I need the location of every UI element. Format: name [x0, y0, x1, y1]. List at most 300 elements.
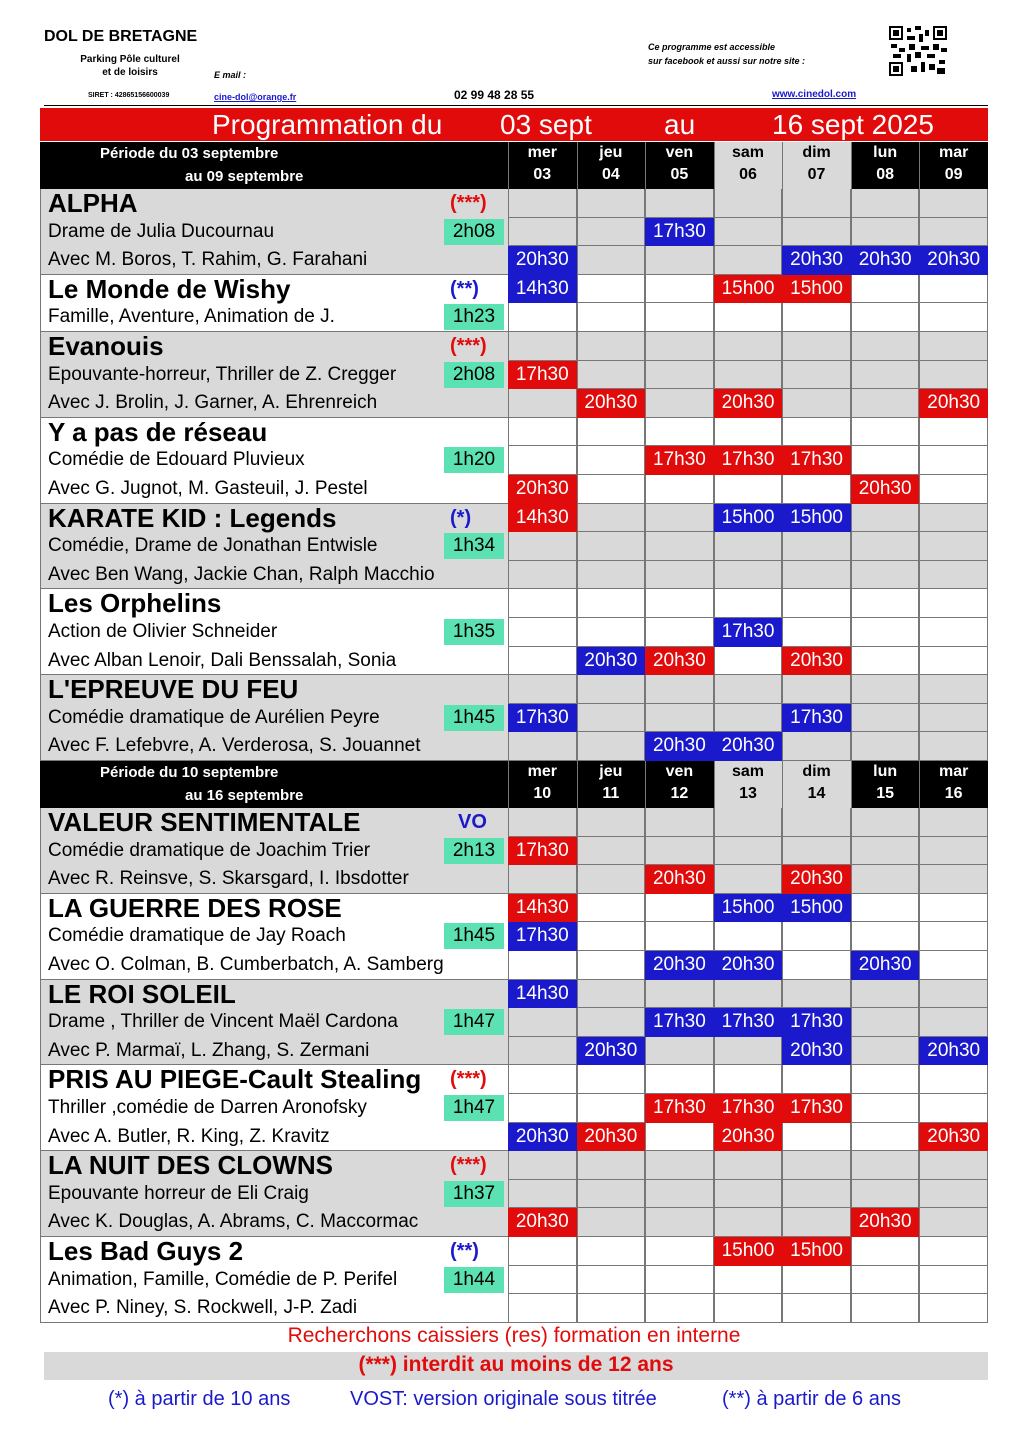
showtime[interactable]: 20h30 — [508, 1123, 577, 1152]
schedule-cell — [782, 808, 851, 837]
schedule-cell — [851, 922, 920, 951]
schedule-cell — [645, 561, 714, 590]
showtime[interactable]: 14h30 — [508, 980, 577, 1009]
film-genre: Drame , Thriller de Vincent Maël Cardona — [48, 1011, 398, 1033]
day-number: 15 — [876, 785, 895, 802]
banner-end-date: 16 sept 2025 — [772, 109, 934, 140]
schedule-cell — [645, 275, 714, 304]
schedule-cell — [919, 922, 988, 951]
schedule-cell — [851, 1237, 920, 1266]
showtime[interactable]: 15h00 — [782, 1237, 851, 1266]
film-duration: 1h47 — [444, 1095, 504, 1121]
showtime[interactable]: 20h30 — [508, 475, 577, 504]
showtime[interactable]: 17h30 — [714, 446, 783, 475]
schedule-cell — [851, 647, 920, 676]
schedule-cell — [919, 1180, 988, 1209]
showtime[interactable]: 14h30 — [508, 894, 577, 923]
film-cast: Avec F. Lefebvre, A. Verderosa, S. Jouannet — [48, 735, 421, 757]
schedule-cell — [577, 532, 646, 561]
film-cast: Avec J. Brolin, J. Garner, A. Ehrenreich — [48, 392, 378, 414]
film-rating: (***) — [450, 1154, 487, 1177]
showtime[interactable]: 14h30 — [508, 504, 577, 533]
schedule-cell — [645, 1294, 714, 1323]
showtime[interactable]: 20h30 — [782, 865, 851, 894]
film-duration: 1h37 — [444, 1181, 504, 1207]
schedule-cell — [782, 1208, 851, 1237]
film-title: KARATE KID : Legends — [48, 502, 337, 533]
day-name: mer — [527, 763, 557, 780]
schedule-cell — [508, 1180, 577, 1209]
rating-note-6: (**) à partir de 6 ans — [722, 1388, 901, 1410]
showtime[interactable]: 20h30 — [782, 1037, 851, 1066]
schedule-cell — [577, 446, 646, 475]
schedule-cell — [645, 922, 714, 951]
showtime[interactable]: 20h30 — [851, 951, 920, 980]
day-number: 07 — [807, 166, 826, 183]
schedule-cell — [782, 1180, 851, 1209]
schedule-cell — [851, 1123, 920, 1152]
schedule-cell — [919, 532, 988, 561]
film-title: L'EPREUVE DU FEU — [48, 674, 299, 705]
schedule-cell — [577, 980, 646, 1009]
schedule-cell — [577, 1237, 646, 1266]
schedule-cell — [714, 837, 783, 866]
phone-number: 02 99 48 28 55 — [454, 88, 535, 102]
schedule-cell — [714, 1037, 783, 1066]
showtime[interactable]: 15h00 — [714, 504, 783, 533]
schedule-cell — [919, 561, 988, 590]
schedule-cell — [851, 1151, 920, 1180]
schedule-cell — [645, 361, 714, 390]
schedule-cell — [508, 1094, 577, 1123]
schedule-cell — [577, 675, 646, 704]
schedule-cell — [851, 561, 920, 590]
schedule-cell — [714, 647, 783, 676]
schedule-cell — [577, 951, 646, 980]
day-name: mer — [527, 144, 557, 161]
schedule-cell — [508, 532, 577, 561]
film-title: VALEUR SENTIMENTALE — [48, 807, 361, 837]
film-title: LA NUIT DES CLOWNS — [48, 1150, 334, 1181]
schedule-cell — [645, 475, 714, 504]
day-number: 04 — [601, 166, 620, 183]
day-number: 09 — [944, 166, 963, 183]
schedule-cell — [714, 865, 783, 894]
header-divider — [44, 105, 988, 106]
film-duration: 2h13 — [444, 838, 504, 864]
schedule-cell — [714, 189, 783, 218]
period-label-line-2: au 16 septembre — [185, 787, 304, 804]
showtime[interactable]: 20h30 — [851, 1208, 920, 1237]
film-genre: Comédie, Drame de Jonathan Entwisle — [48, 535, 378, 557]
showtime[interactable]: 17h30 — [508, 361, 577, 390]
schedule-cell — [508, 1151, 577, 1180]
schedule-cell — [645, 504, 714, 533]
schedule-cell — [714, 808, 783, 837]
schedule-cell — [919, 589, 988, 618]
schedule-cell — [714, 980, 783, 1009]
schedule-cell — [919, 446, 988, 475]
day-number: 13 — [739, 785, 757, 802]
schedule-cell — [919, 1208, 988, 1237]
film-genre: Comédie de Edouard Pluvieux — [48, 449, 305, 471]
qr-code-icon — [889, 26, 947, 76]
schedule-cell — [919, 647, 988, 676]
schedule-cell — [645, 837, 714, 866]
showtime[interactable]: 20h30 — [645, 732, 714, 761]
schedule-cell — [714, 561, 783, 590]
schedule-cell — [714, 1294, 783, 1323]
schedule-cell — [782, 837, 851, 866]
showtime[interactable]: 20h30 — [851, 246, 920, 275]
film-cast: Avec P. Marmaï, L. Zhang, S. Zermani — [48, 1039, 370, 1061]
schedule-cell — [851, 1065, 920, 1094]
schedule-cell — [714, 361, 783, 390]
schedule-cell — [851, 1037, 920, 1066]
schedule-cell — [577, 246, 646, 275]
schedule-cell — [645, 1237, 714, 1266]
day-name: lun — [873, 763, 898, 780]
schedule-cell — [577, 189, 646, 218]
schedule-cell — [782, 189, 851, 218]
showtime[interactable]: 20h30 — [645, 647, 714, 676]
schedule-cell — [851, 894, 920, 923]
showtime[interactable]: 15h00 — [714, 1237, 783, 1266]
schedule-cell — [714, 532, 783, 561]
schedule-cell — [577, 732, 646, 761]
film-title: Les Orphelins — [48, 588, 222, 619]
showtime[interactable]: 20h30 — [714, 389, 783, 418]
showtime[interactable]: 17h30 — [508, 922, 577, 951]
showtime[interactable]: 20h30 — [577, 647, 646, 676]
schedule-cell — [508, 589, 577, 618]
schedule-cell — [577, 1151, 646, 1180]
schedule-cell — [714, 1208, 783, 1237]
schedule-cell — [919, 951, 988, 980]
day-name: mar — [939, 144, 969, 161]
day-number: 06 — [739, 166, 757, 183]
email-label: E mail : — [214, 70, 247, 80]
period-label-line-1: Période du 10 septembre — [100, 764, 279, 781]
schedule-cell — [577, 1180, 646, 1209]
schedule-cell — [919, 894, 988, 923]
schedule-cell — [645, 1151, 714, 1180]
film-duration: 1h45 — [444, 923, 504, 949]
film-duration: 1h20 — [444, 447, 504, 473]
rating-note-10: (*) à partir de 10 ans — [108, 1388, 291, 1410]
schedule-cell — [851, 446, 920, 475]
film-genre: Comédie dramatique de Jay Roach — [48, 925, 346, 947]
film-genre: Epouvante horreur de Eli Craig — [48, 1182, 309, 1204]
programme-banner — [40, 108, 988, 141]
schedule-cell — [577, 1208, 646, 1237]
schedule-cell — [577, 303, 646, 332]
email-link[interactable]: cine-dol@orange.fr — [214, 92, 297, 102]
schedule-cell — [782, 589, 851, 618]
film-genre: Comédie dramatique de Aurélien Peyre — [48, 706, 380, 728]
schedule-cell — [508, 189, 577, 218]
schedule-cell — [577, 922, 646, 951]
showtime[interactable]: 20h30 — [645, 865, 714, 894]
day-name: sam — [731, 144, 764, 161]
schedule-cell — [782, 980, 851, 1009]
schedule-cell — [508, 618, 577, 647]
schedule-cell — [508, 951, 577, 980]
day-number: 10 — [533, 785, 552, 802]
showtime[interactable]: 20h30 — [577, 1037, 646, 1066]
film-title: Y a pas de réseau — [48, 416, 268, 447]
day-name: jeu — [599, 763, 623, 780]
schedule-cell — [577, 561, 646, 590]
showtime[interactable]: 17h30 — [714, 1008, 783, 1037]
schedule-cell — [645, 332, 714, 361]
schedule-cell — [782, 418, 851, 447]
schedule-cell — [782, 951, 851, 980]
showtime[interactable]: 15h00 — [714, 894, 783, 923]
showtime[interactable]: 15h00 — [714, 275, 783, 304]
schedule-cell — [919, 732, 988, 761]
showtime[interactable]: 17h30 — [508, 837, 577, 866]
schedule-cell — [851, 589, 920, 618]
schedule-cell — [919, 504, 988, 533]
film-genre: Famille, Aventure, Animation de J. — [48, 306, 335, 328]
showtime[interactable]: 17h30 — [782, 704, 851, 733]
schedule-cell — [577, 1065, 646, 1094]
schedule-cell — [782, 1294, 851, 1323]
schedule-cell — [782, 303, 851, 332]
schedule-cell — [577, 704, 646, 733]
showtime[interactable]: 15h00 — [782, 504, 851, 533]
schedule-cell — [782, 1151, 851, 1180]
showtime[interactable]: 20h30 — [714, 1123, 783, 1152]
film-title: Le Monde de Wishy — [48, 273, 291, 304]
schedule-cell — [851, 303, 920, 332]
schedule-cell — [851, 980, 920, 1009]
schedule-cell — [508, 1266, 577, 1295]
showtime[interactable]: 15h00 — [782, 275, 851, 304]
schedule-cell — [645, 704, 714, 733]
schedule-cell — [919, 675, 988, 704]
film-duration: 1h35 — [444, 619, 504, 645]
showtime[interactable]: 20h30 — [919, 1037, 988, 1066]
showtime[interactable]: 17h30 — [645, 218, 714, 247]
film-cast: Avec K. Douglas, A. Abrams, C. Maccormac — [48, 1211, 419, 1233]
schedule-cell — [782, 1266, 851, 1295]
schedule-cell — [782, 922, 851, 951]
schedule-cell — [645, 1037, 714, 1066]
schedule-cell — [919, 189, 988, 218]
schedule-cell — [508, 732, 577, 761]
schedule-cell — [782, 532, 851, 561]
showtime[interactable]: 17h30 — [782, 1094, 851, 1123]
recruitment-notice: Recherchons caissiers (res) formation en interne — [287, 1324, 741, 1347]
showtime[interactable]: 20h30 — [919, 1123, 988, 1152]
showtime[interactable]: 15h00 — [782, 894, 851, 923]
schedule-cell — [851, 1094, 920, 1123]
address-line-2: et de loisirs — [102, 67, 158, 78]
schedule-cell — [851, 532, 920, 561]
showtime[interactable]: 20h30 — [508, 1208, 577, 1237]
film-rating: (***) — [450, 1068, 487, 1091]
showtime[interactable]: 20h30 — [577, 1123, 646, 1152]
schedule-cell — [645, 1123, 714, 1152]
age-warning: (***) interdit au moins de 12 ans — [358, 1353, 674, 1376]
schedule-cell — [508, 1008, 577, 1037]
film-title: LA GUERRE DES ROSE — [48, 892, 342, 923]
schedule-cell — [782, 1065, 851, 1094]
period-label-line-2: au 09 septembre — [185, 168, 304, 185]
schedule-cell — [508, 1294, 577, 1323]
film-rating: (**) — [450, 1240, 479, 1262]
film-duration: 2h08 — [444, 219, 504, 245]
film-rating: (*) — [450, 506, 472, 529]
showtime[interactable]: 20h30 — [577, 389, 646, 418]
schedule-cell — [919, 1294, 988, 1323]
film-rating: (***) — [450, 192, 487, 214]
schedule-cell — [714, 922, 783, 951]
schedule-cell — [919, 418, 988, 447]
schedule-cell — [851, 865, 920, 894]
schedule-cell — [577, 361, 646, 390]
film-cast: Avec O. Colman, B. Cumberbatch, A. Samberg — [48, 954, 444, 975]
schedule-cell — [645, 808, 714, 837]
schedule-cell — [508, 1065, 577, 1094]
showtime[interactable]: 20h30 — [714, 951, 783, 980]
schedule-cell — [645, 1065, 714, 1094]
showtime[interactable]: 17h30 — [645, 1094, 714, 1123]
schedule-cell — [577, 332, 646, 361]
schedule-cell — [645, 1266, 714, 1295]
schedule-cell — [851, 1294, 920, 1323]
schedule-cell — [851, 361, 920, 390]
schedule-cell — [645, 894, 714, 923]
day-name: sam — [731, 763, 764, 780]
film-cast: Avec A. Butler, R. King, Z. Kravitz — [48, 1125, 330, 1147]
website-link[interactable]: www.cinedol.com — [772, 89, 857, 100]
banner-prefix: Programmation du — [212, 109, 443, 140]
day-name: mar — [939, 763, 969, 780]
day-name: dim — [802, 763, 831, 780]
cinema-name: DOL DE BRETAGNE — [44, 28, 198, 45]
showtime[interactable]: 17h30 — [782, 446, 851, 475]
schedule-cell — [851, 837, 920, 866]
schedule-cell — [714, 589, 783, 618]
film-rating: (***) — [450, 335, 487, 357]
schedule-cell — [577, 418, 646, 447]
film-duration: 1h34 — [444, 533, 504, 559]
showtime[interactable]: 20h30 — [782, 246, 851, 275]
schedule-cell — [714, 1065, 783, 1094]
schedule-cell — [508, 303, 577, 332]
schedule-cell — [645, 675, 714, 704]
schedule-cell — [714, 246, 783, 275]
schedule-cell — [919, 618, 988, 647]
film-genre: Epouvante-horreur, Thriller de Z. Cregger — [48, 363, 397, 385]
schedule-cell — [645, 189, 714, 218]
address-line-1: Parking Pôle culturel — [80, 54, 180, 65]
film-cast: Avec Alban Lenoir, Dali Benssalah, Sonia — [48, 649, 397, 671]
schedule-cell — [919, 332, 988, 361]
schedule-cell — [919, 218, 988, 247]
film-duration: 1h45 — [444, 705, 504, 731]
schedule-cell — [577, 1094, 646, 1123]
schedule-cell — [919, 704, 988, 733]
schedule-cell — [577, 1008, 646, 1037]
showtime[interactable]: 17h30 — [714, 618, 783, 647]
schedule-cell — [577, 1294, 646, 1323]
showtime[interactable]: 17h30 — [645, 446, 714, 475]
schedule-cell — [645, 589, 714, 618]
banner-start-date: 03 sept — [500, 109, 592, 140]
day-name: ven — [665, 763, 694, 780]
film-genre: Animation, Famille, Comédie de P. Perifel — [48, 1268, 398, 1290]
schedule-grid — [40, 142, 988, 1321]
film-genre: Thriller ,comédie de Darren Aronofsky — [48, 1097, 367, 1118]
showtime[interactable]: 20h30 — [645, 951, 714, 980]
schedule-cell — [714, 1266, 783, 1295]
schedule-cell — [851, 418, 920, 447]
schedule-cell — [508, 446, 577, 475]
schedule-cell — [577, 504, 646, 533]
schedule-cell — [508, 808, 577, 837]
schedule-cell — [919, 1065, 988, 1094]
schedule-cell — [919, 475, 988, 504]
schedule-cell — [508, 389, 577, 418]
showtime[interactable]: 14h30 — [508, 275, 577, 304]
showtime[interactable]: 17h30 — [508, 704, 577, 733]
schedule-cell — [851, 704, 920, 733]
showtime[interactable]: 20h30 — [508, 246, 577, 275]
period-label-line-1: Période du 03 septembre — [100, 145, 279, 162]
schedule-cell — [645, 1208, 714, 1237]
schedule-cell — [782, 389, 851, 418]
film-cast: Avec M. Boros, T. Rahim, G. Farahani — [48, 249, 368, 271]
schedule-cell — [577, 275, 646, 304]
showtime[interactable]: 17h30 — [782, 1008, 851, 1037]
film-genre: Drame de Julia Ducournau — [48, 220, 275, 242]
showtime[interactable]: 20h30 — [919, 246, 988, 275]
day-name: lun — [873, 144, 898, 161]
schedule-cell — [919, 1008, 988, 1037]
showtime[interactable]: 20h30 — [919, 389, 988, 418]
showtime[interactable]: 20h30 — [851, 475, 920, 504]
showtime[interactable]: 17h30 — [714, 1094, 783, 1123]
schedule-cell — [919, 1237, 988, 1266]
schedule-cell — [508, 218, 577, 247]
film-title: Evanouis — [48, 331, 164, 361]
schedule-cell — [851, 1008, 920, 1037]
schedule-cell — [851, 332, 920, 361]
schedule-cell — [508, 647, 577, 676]
schedule-cell — [714, 1151, 783, 1180]
schedule-cell — [577, 1266, 646, 1295]
showtime[interactable]: 17h30 — [645, 1008, 714, 1037]
schedule-cell — [577, 218, 646, 247]
schedule-cell — [782, 675, 851, 704]
day-number: 11 — [602, 785, 620, 802]
schedule-cell — [577, 865, 646, 894]
schedule-cell — [851, 218, 920, 247]
schedule-cell — [577, 837, 646, 866]
availability-note-line-1: Ce programme est accessible — [648, 42, 776, 52]
schedule-cell — [851, 675, 920, 704]
schedule-cell — [645, 532, 714, 561]
schedule-cell — [782, 332, 851, 361]
schedule-cell — [508, 675, 577, 704]
showtime[interactable]: 20h30 — [714, 732, 783, 761]
schedule-cell — [851, 189, 920, 218]
showtime[interactable]: 20h30 — [782, 647, 851, 676]
